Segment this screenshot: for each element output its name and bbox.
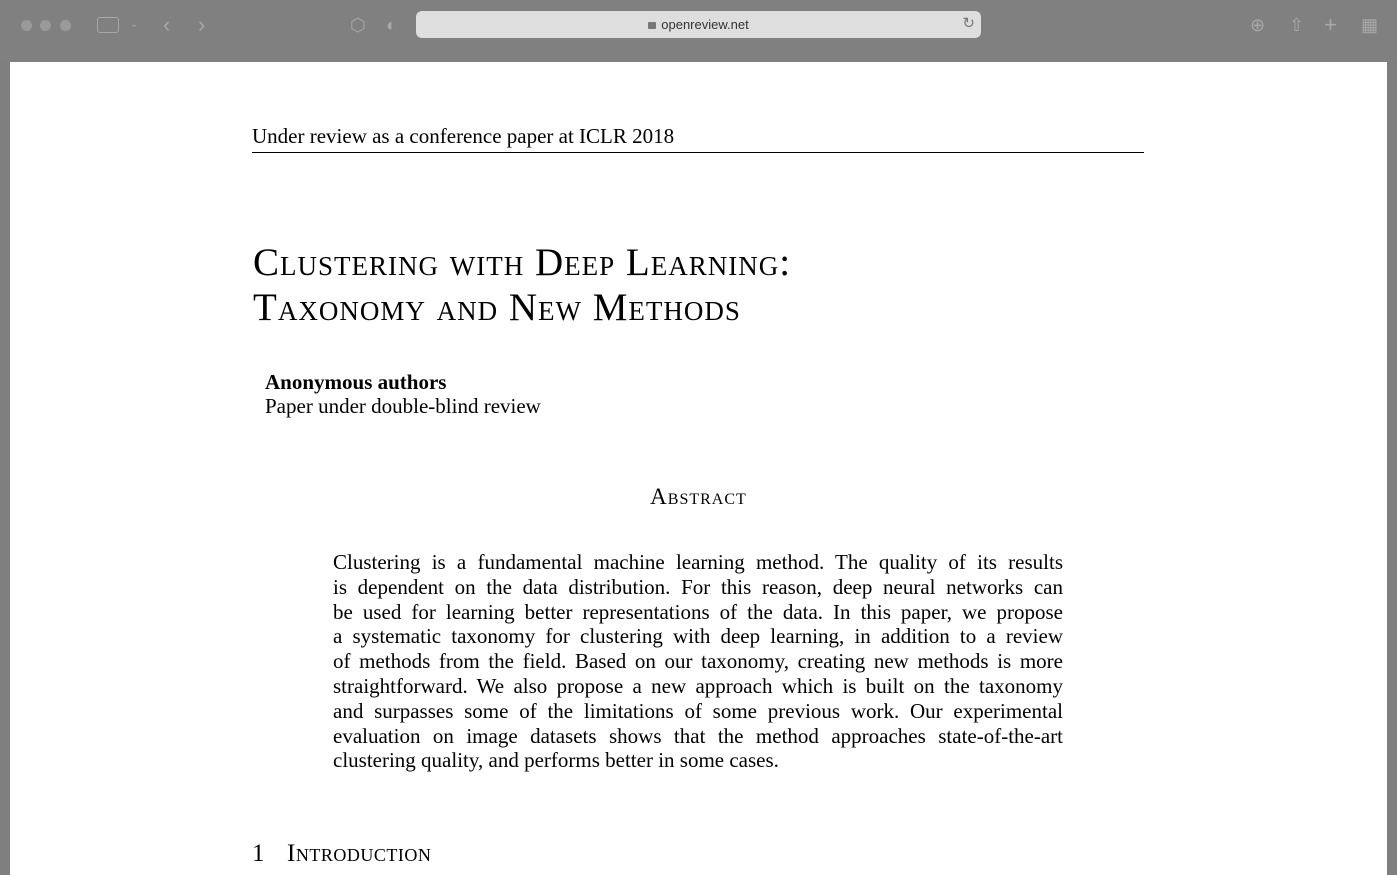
privacy-shield-icon[interactable]: ◐: [386, 15, 397, 35]
browser-toolbar: [0, 0, 1397, 62]
affiliation: Paper under double-blind review: [265, 394, 541, 418]
title-line: Taxonomy and New Methods: [253, 286, 741, 329]
section-number: 1: [252, 840, 265, 867]
new-tab-icon[interactable]: +: [1324, 12, 1337, 37]
abstract-line: Clustering is a fundamental machine learning method. The quality of its results: [333, 550, 1063, 574]
abstract-line: evaluation on image datasets shows that the method approaches state-of-the-art: [333, 723, 1063, 748]
sidebar-toggle-icon[interactable]: [97, 17, 119, 33]
abstract-text: [333, 550, 1063, 773]
share-icon[interactable]: ⇧: [1289, 15, 1305, 35]
abstract-line: straightforward. We also propose a new approach which is built on the taxonomy: [333, 673, 1063, 698]
reload-icon[interactable]: ↻: [962, 15, 975, 32]
authors: Anonymous authors: [265, 370, 447, 394]
close-window-button[interactable]: [21, 20, 32, 31]
forward-icon[interactable]: ›: [198, 12, 206, 37]
section-title: Introduction: [287, 840, 432, 867]
url-text: openreview.net: [661, 17, 749, 32]
author-block: [265, 370, 541, 418]
address-bar[interactable]: [416, 11, 981, 38]
abstract-line: a systematic taxonomy for clustering with deep learning, in addition to a review: [333, 624, 1063, 649]
abstract-heading: Abstract: [650, 484, 747, 509]
pdf-page: [10, 62, 1387, 875]
tab-overview-icon[interactable]: ▦: [1361, 15, 1379, 35]
running-header: Under review as a conference paper at ICLR 2018: [252, 124, 1144, 153]
back-icon[interactable]: ‹: [163, 12, 171, 37]
paper-title: [253, 240, 791, 330]
abstract-line: and surpasses some of the limitations of some previous work. Our experimental: [333, 698, 1063, 723]
abstract-line: of methods from the field. Based on our taxonomy, creating new methods is more: [333, 649, 1063, 674]
abstract-line: be used for learning better representations of the data. In this paper, we propose: [333, 599, 1063, 624]
chevron-down-icon[interactable]: ⌄: [130, 19, 139, 30]
section-heading: [252, 840, 431, 868]
abstract-line: clustering quality, and performs better in some cases.: [333, 748, 779, 773]
title-line: Clustering with Deep Learning:: [253, 241, 792, 284]
lock-icon: [648, 22, 656, 29]
downloads-icon[interactable]: ⊕: [1250, 15, 1266, 35]
zoom-window-button[interactable]: [60, 20, 71, 31]
abstract-line: is dependent on the data distribution. For this reason, deep neural networks can: [333, 574, 1063, 599]
extension-icon[interactable]: ⬡: [350, 15, 366, 35]
minimize-window-button[interactable]: [40, 20, 51, 31]
